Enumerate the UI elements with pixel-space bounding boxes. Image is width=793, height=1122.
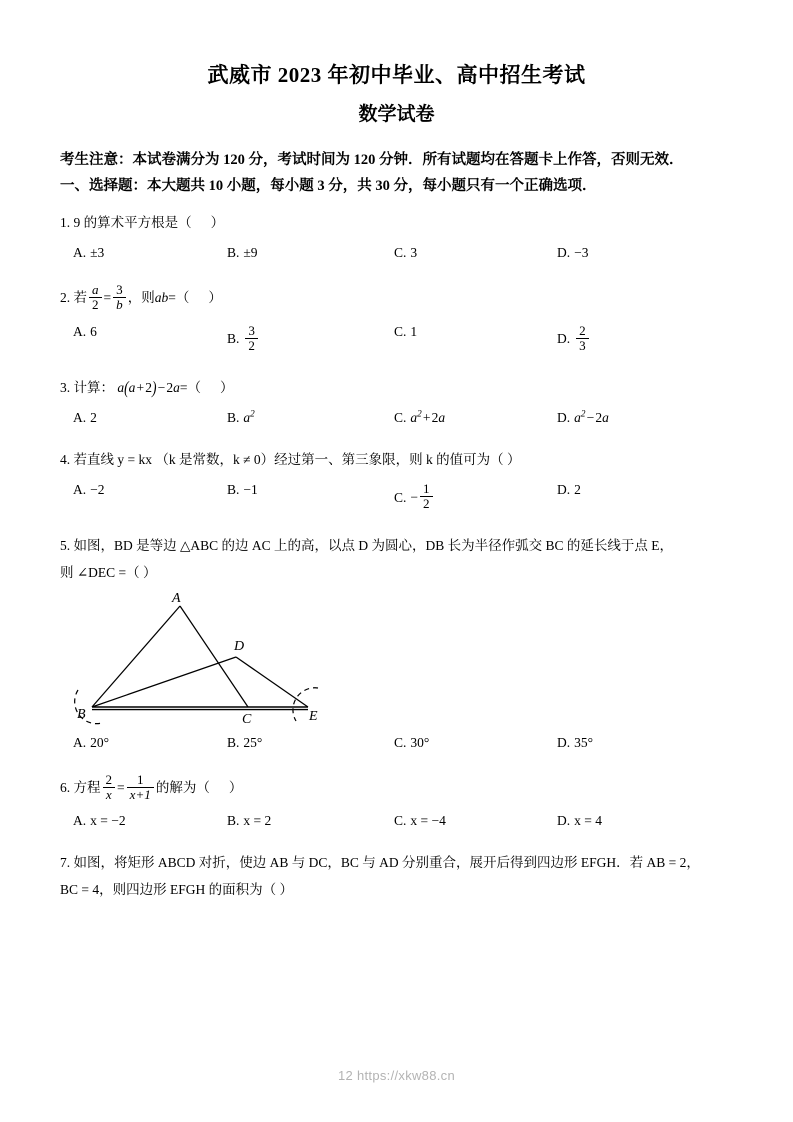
option-fraction	[420, 482, 433, 511]
fraction-numerator: 2	[579, 322, 586, 338]
question-5-stem-line-1: 5. 如图，BD 是等边 △ABC 的边 AC 上的高，以点 D 为圆心，DB 长为半径作弧交 BC 的延长线于点 E，	[60, 538, 674, 554]
question-3-stem-lead: 3. 计算：	[60, 379, 114, 395]
question-3-option-c[interactable]	[394, 410, 445, 426]
question-6-option-a[interactable]	[73, 813, 126, 829]
option-text: x = −4	[410, 813, 446, 829]
question-5	[60, 522, 733, 761]
option-text: 1	[410, 323, 418, 339]
question-3-expression: a(a + 2) − 2a	[117, 376, 180, 398]
question-4-option-b[interactable]	[227, 482, 258, 498]
question-7-stem-line-1: 7. 如图，将矩形 ABCD 对折，使边 AB 与 DC，BC 与 AD 分别重合，展开后得到四边形 EFGH．若 AB = 2，	[60, 855, 700, 871]
option-text: −1	[243, 482, 258, 498]
question-3-option-d[interactable]	[557, 410, 609, 426]
option-text: 25°	[243, 734, 263, 750]
question-1-stem-close: ）	[210, 215, 225, 230]
question-5-stem-line-2: 则 ∠DEC =（ ）	[60, 564, 157, 580]
fraction-a-over-2	[89, 283, 102, 312]
page-title: 武威市 2023 年初中毕业、高中招生考试	[207, 63, 586, 87]
question-6-option-b[interactable]	[227, 813, 271, 829]
option-label: C.	[394, 813, 407, 829]
option-label: B.	[227, 331, 240, 347]
option-label: B.	[227, 410, 240, 426]
option-label: D.	[557, 482, 571, 498]
question-6-option-d[interactable]	[557, 813, 602, 829]
question-3	[60, 364, 733, 436]
question-2-option-d[interactable]	[557, 324, 591, 353]
option-sign: −	[410, 489, 419, 505]
option-label: C.	[394, 323, 407, 339]
option-label: A.	[73, 323, 87, 339]
question-2-stem: 2. 若 $\frac{a}{2}$ = $\frac{3}{b}$ ，则ab=（ ）	[60, 281, 222, 313]
question-6-option-c[interactable]	[394, 813, 446, 829]
question-4-option-c[interactable]	[394, 482, 435, 511]
question-5-option-b[interactable]	[227, 735, 262, 751]
figure-label-C: C	[242, 711, 252, 726]
question-3-option-a[interactable]	[73, 410, 97, 426]
option-text: 20°	[90, 734, 110, 750]
question-2-stem-mid: ，则	[127, 290, 155, 306]
question-6-stem-close: ）	[228, 779, 243, 795]
option-label: B.	[227, 813, 240, 829]
question-2-options	[60, 324, 733, 364]
question-5-options	[60, 735, 733, 761]
option-label: A.	[73, 734, 87, 750]
question-4	[60, 436, 733, 522]
question-3-stem	[60, 375, 733, 401]
option-text: $a^2$ − 2a	[574, 408, 609, 426]
question-2-option-a[interactable]	[73, 324, 97, 340]
fraction-denominator: b	[113, 297, 126, 312]
question-2	[60, 271, 733, 363]
fraction-numerator: 1	[423, 481, 430, 497]
question-7	[60, 839, 733, 903]
option-label: A.	[73, 410, 87, 426]
fraction-numerator: 3	[116, 281, 123, 297]
fraction-numerator: 3	[248, 322, 255, 338]
fraction-numerator: 1	[136, 771, 144, 787]
question-1-stem	[60, 210, 733, 236]
fraction-numerator: 2	[105, 771, 113, 787]
figure-label-B: B	[77, 706, 86, 722]
question-4-option-a[interactable]	[73, 482, 105, 498]
question-7-stem-line-2: BC = 4，则四边形 EFGH 的面积为（ ）	[60, 881, 293, 897]
fraction-2-over-x	[103, 773, 116, 802]
question-3-option-b[interactable]	[227, 410, 255, 426]
fraction-denominator: 2	[245, 338, 258, 353]
option-label: D.	[557, 410, 571, 426]
fraction-denominator: 3	[576, 338, 589, 353]
option-label: C.	[394, 734, 407, 750]
option-text: $a^2$	[243, 408, 255, 426]
question-2-option-b[interactable]	[227, 324, 260, 353]
question-1	[60, 199, 733, 271]
option-label: C.	[394, 410, 407, 426]
question-4-options	[60, 482, 733, 522]
question-5-option-c[interactable]	[394, 735, 429, 751]
option-text: ±3	[90, 245, 105, 261]
question-3-options	[60, 410, 733, 436]
option-label: D.	[557, 813, 571, 829]
question-1-option-b[interactable]	[227, 245, 258, 261]
option-text: 30°	[410, 734, 430, 750]
option-label: D.	[557, 331, 571, 347]
question-4-option-d[interactable]	[557, 482, 581, 498]
option-text: x = 4	[574, 813, 602, 829]
option-text: −3	[574, 245, 589, 261]
question-1-option-d[interactable]	[557, 245, 589, 261]
option-label: B.	[227, 734, 240, 750]
question-2-stem-lead: 2. 若	[60, 290, 87, 306]
fraction-numerator: a	[92, 281, 99, 297]
figure-label-D: D	[234, 638, 245, 654]
option-label: C.	[394, 489, 407, 505]
option-label: C.	[394, 245, 407, 261]
section-heading-choice: 一、选择题：本大题共 10 小题，每小题 3 分，共 30 分，每小题只有一个正确选项．	[60, 178, 597, 195]
option-text: −2	[90, 482, 105, 498]
question-3-stem-eq: =（	[179, 379, 201, 395]
question-2-stem-eq: =（	[168, 290, 190, 306]
question-3-stem-close: ）	[220, 379, 234, 395]
option-text: 6	[90, 323, 97, 339]
question-2-stem-close: ）	[208, 290, 222, 306]
triangle-abc-with-arc-figure	[68, 590, 368, 726]
option-label: D.	[557, 734, 571, 750]
question-1-option-c[interactable]	[394, 245, 417, 261]
question-6	[60, 761, 733, 839]
question-5-option-d[interactable]	[557, 735, 593, 751]
option-label: B.	[227, 245, 240, 261]
fraction-1-over-x-plus-1	[127, 773, 154, 802]
option-text: 2	[90, 410, 97, 426]
question-6-stem-lead: 6. 方程	[60, 779, 101, 795]
option-text: ±9	[243, 245, 258, 261]
candidate-notice: 考生注意：本试卷满分为 120 分，考试时间为 120 分钟．所有试题均在答题卡上作答，否则无效．	[60, 151, 684, 168]
question-6-stem-tail: 的解为（	[155, 779, 210, 795]
fraction-denominator: x	[103, 787, 116, 802]
option-label: A.	[73, 482, 87, 498]
question-6-stem	[60, 772, 733, 804]
option-fraction	[245, 324, 258, 353]
fraction-denominator: x+1	[127, 787, 154, 802]
question-4-stem: 4. 若直线 y = kx （k 是常数，k ≠ 0）经过第一、第三象限，则 k 的值可为（ ）	[60, 452, 521, 468]
question-5-option-a[interactable]	[73, 735, 109, 751]
fraction-3-over-b	[113, 283, 126, 312]
figure-label-A: A	[172, 590, 181, 606]
question-6-equals: =	[117, 779, 125, 795]
option-label: A.	[73, 245, 87, 261]
option-text: 3	[410, 245, 418, 261]
question-2-expression: ab	[154, 290, 169, 306]
option-text: x = −2	[90, 813, 126, 829]
question-1-option-a[interactable]	[73, 245, 104, 261]
option-text: x = 2	[243, 813, 272, 829]
fraction-denominator: 2	[420, 496, 433, 511]
option-text: $a^2$ + 2a	[410, 408, 446, 426]
option-label: A.	[73, 813, 87, 829]
question-2-option-c[interactable]	[394, 324, 417, 340]
question-1-options	[60, 245, 733, 271]
question-5-figure	[60, 590, 733, 726]
option-label: D.	[557, 245, 571, 261]
page-subtitle: 数学试卷	[358, 104, 435, 126]
option-text: 2	[574, 482, 581, 498]
option-fraction	[576, 324, 589, 353]
footer-watermark: 12 https://xkw88.cn	[338, 1068, 455, 1083]
fraction-denominator: 2	[89, 297, 102, 312]
option-label: B.	[227, 482, 240, 498]
figure-label-E: E	[309, 708, 318, 724]
question-6-options	[60, 813, 733, 839]
question-1-stem-text: 1. 9 的算术平方根是（	[60, 215, 192, 230]
option-text: 35°	[574, 734, 594, 750]
